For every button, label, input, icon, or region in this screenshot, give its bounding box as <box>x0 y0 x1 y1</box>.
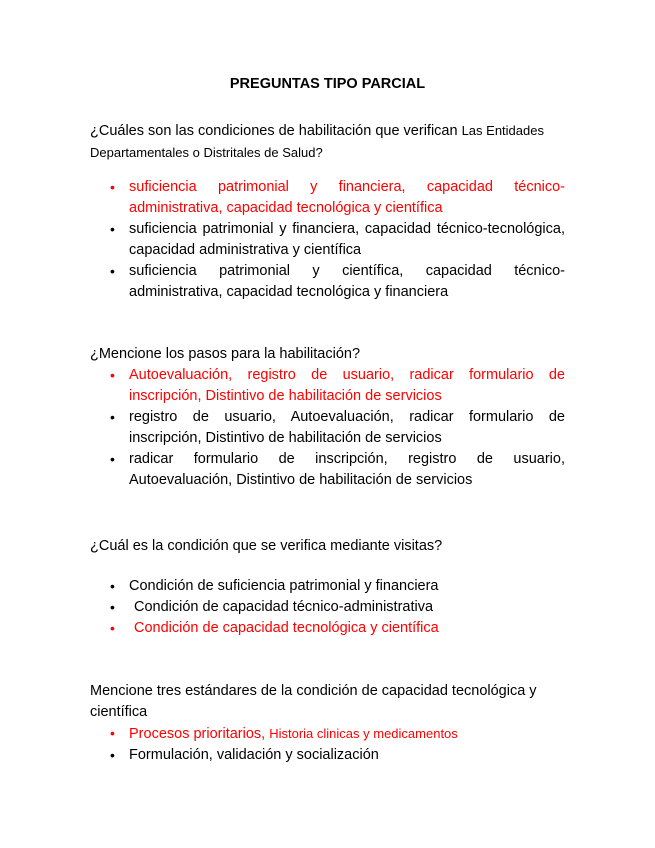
question-4-text: Mencione tres estándares de la condición de capacidad tecnológica y científica <box>90 683 537 720</box>
question-3-options <box>90 576 565 639</box>
option-correct: • suficiencia patrimonial y financiera, capacidad técnico-administrativa, capacidad tecnológica y científica <box>110 179 565 216</box>
question-2-options <box>90 365 565 491</box>
question-4 <box>90 681 565 723</box>
question-3-text: ¿Cuál es la condición que se verifica mediante visitas? <box>90 538 443 554</box>
page-title: PREGUNTAS TIPO PARCIAL <box>229 76 426 92</box>
bullet-icon: • <box>110 747 115 763</box>
question-3 <box>90 536 565 557</box>
option: • Formulación, validación y socialización <box>90 745 565 766</box>
bullet-icon: • <box>110 221 115 237</box>
bullet-icon: • <box>110 263 115 279</box>
question-2 <box>90 344 565 365</box>
bullet-icon: • <box>110 620 115 636</box>
option-correct: • Autoevaluación, registro de usuario, radicar formulario de inscripción, Distintivo de habilitación de servicios <box>110 367 565 404</box>
bullet-icon: • <box>110 409 115 425</box>
bullet-icon: • <box>110 451 115 467</box>
bullet-icon: • <box>110 179 115 195</box>
bullet-icon: • <box>110 599 115 615</box>
question-1-text: ¿Cuáles son las condiciones de habilitación que verifican <box>90 123 462 139</box>
option: • registro de usuario, Autoevaluación, radicar formulario de inscripción, Distintivo de habilitación de servicios <box>110 409 565 446</box>
option: • Condición de capacidad técnico-administrativa <box>90 597 565 618</box>
question-4-options <box>90 723 565 766</box>
question-1 <box>90 120 565 164</box>
bullet-icon: • <box>110 367 115 383</box>
bullet-icon: • <box>110 725 115 741</box>
question-1-text-small: Las Entidades Departamentales o Distritales de Salud? <box>90 123 544 160</box>
option-correct: • Condición de capacidad tecnológica y científica <box>90 618 565 639</box>
bullet-icon: • <box>110 578 115 594</box>
question-2-text: ¿Mencione los pasos para la habilitación? <box>90 346 361 362</box>
option: • suficiencia patrimonial y científica, capacidad técnico-administrativa, capacidad tecnológica y financiera <box>110 263 565 300</box>
option: • radicar formulario de inscripción, registro de usuario, Autoevaluación, Distintivo de habilitación de servicios <box>110 451 565 488</box>
option: • Condición de suficiencia patrimonial y financiera <box>90 576 565 597</box>
option: • suficiencia patrimonial y financiera, capacidad técnico-tecnológica, capacidad administrativa y científica <box>110 221 565 258</box>
option-correct: • Procesos prioritarios, Historia clinicas y medicamentos <box>110 725 458 742</box>
question-1-options <box>90 177 565 303</box>
